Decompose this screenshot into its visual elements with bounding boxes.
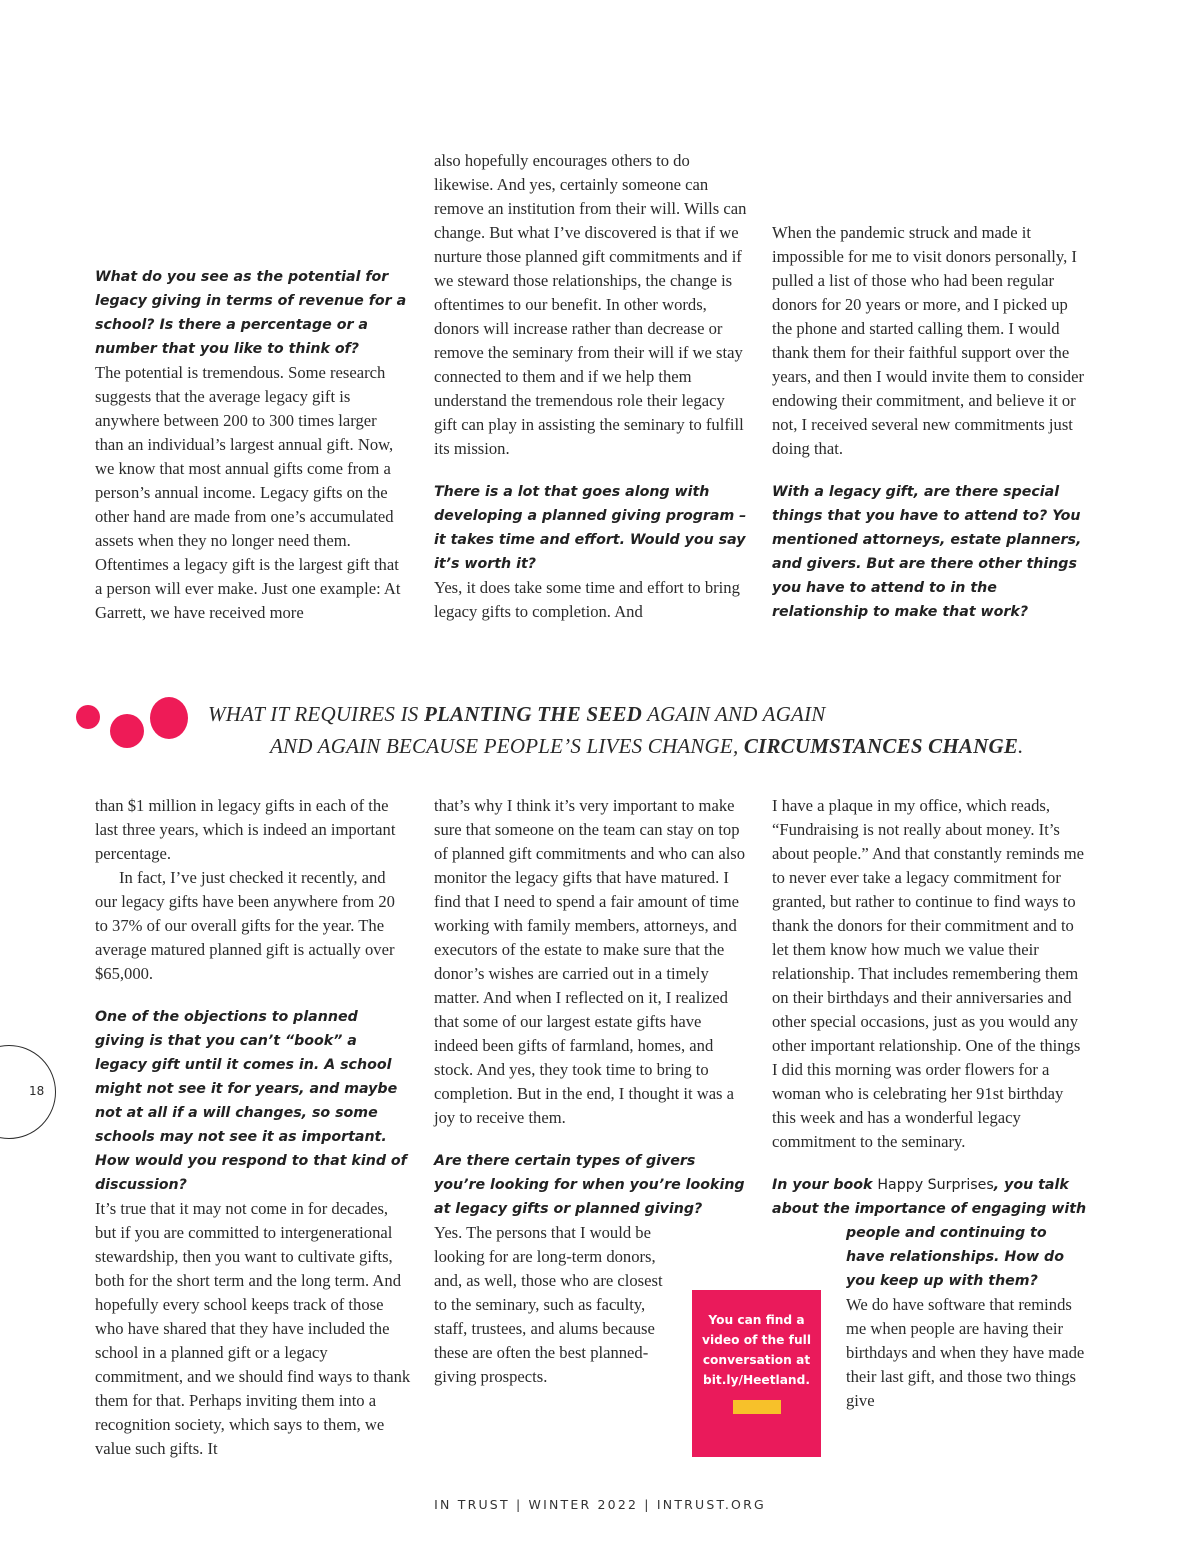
bottom-column-1: [95, 794, 411, 1461]
question-heading: One of the objections to planned giving is that you can’t “book” a legacy gift until it comes in. A school might not see it for years, and maybe not at all if a will changes, so some schools may not see it as important. How would you respond to that kind of discussion?: [95, 1009, 407, 1193]
footer: IN TRUST | WINTER 2022 | INTRUST.ORG: [434, 1497, 766, 1512]
question-heading: There is a lot that goes along with developing a planned giving program – it takes time and effort. Would you say it’s worth it?: [434, 484, 747, 572]
body-paragraph: We do have software that reminds me when people are having their birthdays and when they have made their last gift, and those two things give: [846, 1295, 1085, 1410]
callout-accent-bar: [733, 1400, 781, 1414]
top-column-3: [772, 221, 1088, 624]
book-title: Happy Surprises: [877, 1177, 994, 1193]
body-paragraph: I have a plaque in my office, which reads, “Fundraising is not really about money. It’s about people.” And that constantly reminds me to never ever take a legacy commitment for granted, but rather to continue to find ways to thank the donors for their commitment and to let them know how much we value their relationship. That includes remembering them on their birthdays and their anniversaries and other special occasions, just as you would any other important relationship. One of the things I did this morning was order flowers for a woman who is celebrating her 91st birthday this week and has a wonderful legacy commitment to the seminary.: [772, 796, 1084, 1151]
video-callout-box: [692, 1290, 821, 1457]
decorative-dot-2: [110, 714, 144, 748]
page-number-circle: [0, 1045, 56, 1139]
page-number: 18: [29, 1084, 45, 1098]
pull-quote-line-1: WHAT IT REQUIRES IS PLANTING THE SEED AGAIN AND AGAIN: [208, 702, 826, 726]
decorative-dot-3: [150, 697, 188, 739]
question-heading: With a legacy gift, are there special things that you have to attend to? You mentioned attorneys, estate planners, and givers. But are there other things you have to attend to in the relationship to make that work?: [772, 484, 1082, 620]
callout-text: You can find a video of the full conversation at bit.ly/Heetland.: [702, 1313, 811, 1387]
question-heading: Are there certain types of givers you’re looking for when you’re looking at legacy gifts or planned giving?: [434, 1153, 745, 1217]
question-heading-continued: people and continuing to have relationships. How do you keep up with them?: [846, 1225, 1064, 1289]
body-paragraph: that’s why I think it’s very important to make sure that someone on the team can stay on top of planned gift commitments and who can also monitor the legacy gifts that have matured. I find that I need to spend a fair amount of time working with family members, attorneys, and executors of the estate to make sure that the donor’s wishes are carried out in a timely matter. And when I reflected on it, I realized that some of our largest estate gifts have indeed been gifts of farmland, homes, and stock. And yes, they took time to bring to completion. But in the end, I thought it was a joy to receive them.: [434, 796, 746, 1127]
pull-quote-line-2: AND AGAIN BECAUSE PEOPLE’S LIVES CHANGE, CIRCUMSTANCES CHANGE.: [270, 734, 1024, 758]
body-paragraph: In fact, I’ve just checked it recently, and our legacy gifts have been anywhere from 20 to 37% of our overall gifts for the year. The average matured planned gift is actually over $65,000.: [95, 868, 395, 983]
body-paragraph: than $1 million in legacy gifts in each of the last three years, which is indeed an important percentage.: [95, 796, 396, 863]
body-paragraph: It’s true that it may not come in for decades, but if you are committed to intergenerational stewardship, then you want to cultivate gifts, both for the short term and the long term. And hopefully every school keeps track of those who have shared that they have included the school in a planned gift or a legacy commitment, and we should find ways to thank them for that. Perhaps inviting them into a recognition society, which says to them, we value such gifts. It: [95, 1199, 411, 1458]
body-paragraph: The potential is tremendous. Some research suggests that the average legacy gift is anywhere between 200 to 300 times larger than an individual’s largest annual gift. Now, we know that most annual gifts come from a person’s annual income. Legacy gifts on the other hand are made from one’s accumulated assets when they no longer need them. Oftentimes a legacy gift is the largest gift that a person will ever make. Just one example: At Garrett, we have received more: [95, 363, 401, 622]
question-heading: In your book Happy Surprises, you talk about the importance of engaging with: [772, 1177, 1087, 1217]
pull-quote: [208, 698, 1108, 762]
body-paragraph: Yes, it does take some time and effort to bring legacy gifts to completion. And: [434, 578, 740, 621]
body-paragraph: When the pandemic struck and made it impossible for me to visit donors personally, I pulled a list of those who had been regular donors for 20 years or more, and I picked up the phone and started calling them. I would thank them for their faithful support over the years, and then I would invite them to consider endowing their commitment, and believe it or not, I received several new commitments just doing that.: [772, 223, 1084, 458]
question-heading: What do you see as the potential for legacy giving in terms of revenue for a school? Is there a percentage or a number that you like to think of?: [95, 269, 407, 357]
body-paragraph: Yes. The persons that I would be looking for are long-term donors, and, as well, those who are closest to the seminary, such as faculty, staff, trustees, and alums because these are often the best planned-giving prospects.: [434, 1223, 663, 1386]
decorative-dot-1: [76, 705, 100, 729]
body-paragraph: also hopefully encourages others to do likewise. And yes, certainly someone can remove an institution from their will. Wills can change. But what I’ve discovered is that if we nurture those planned gift commitments and if we steward those relationships, the change is oftentimes to our benefit. In other words, donors will increase rather than decrease or remove the seminary from their will if we stay connected to them and if we help them understand the tremendous role their legacy gift can play in assisting the seminary to fulfill its mission.: [434, 151, 747, 458]
top-column-2: [434, 149, 748, 624]
top-column-1: [95, 265, 408, 625]
